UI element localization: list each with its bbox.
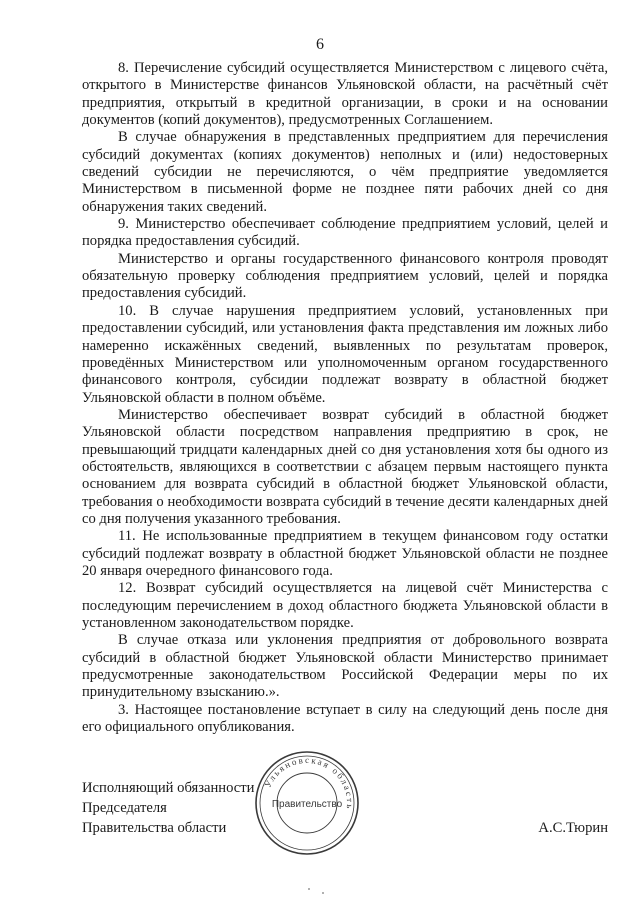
paragraph: В случае отказа или уклонения предприятия от добровольного возврата субсидий в областной бюджет Ульяновской области Министерство принимает предусмотренные законодательством Российской Федерации меры по их принудительному взысканию.». [82, 632, 608, 701]
paragraph: 11. Не использованные предприятием в текущем финансовом году остатки субсидий подлежат возврату в областной бюджет Ульяновской области не позднее 20 января очередного финансового года. [82, 528, 608, 579]
stamp-ring-text: Ульяновская область [262, 754, 356, 812]
stamp-seal-icon [252, 748, 362, 858]
signer-position-line1: Исполняющий обязанности [82, 780, 255, 796]
paragraph: 3. Настоящее постановление вступает в силу на следующий день после дня его официального опубликования. [82, 701, 608, 736]
scan-artifact [308, 888, 310, 890]
signer-position-line3: Правительства области [82, 820, 227, 836]
paragraph: 8. Перечисление субсидий осуществляется Министерством с лицевого счёта, открытого в Министерстве финансов Ульяновской области, на расчётный счёт предприятия, открытый в кредитной организации, в сроки и на основании документов (копий документов), предусмотренных Соглашением. [82, 60, 608, 129]
paragraph: 12. Возврат субсидий осуществляется на лицевой счёт Министерства с последующим перечислением в доход областного бюджета Ульяновской области в установленном законодательством порядке. [82, 580, 608, 631]
paragraph: 10. В случае нарушения предприятием условий, установленных при предоставлении субсидий, или установления факта представления им ложных либо намеренно искажённых сведений, выявленных по результатам проверок, проведённых Министерством или уполномоченным органом государственного финансового контроля, субсидии подлежат возврату в областной бюджет Ульяновской области в полном объёме. [82, 302, 608, 406]
document-body [82, 60, 608, 736]
page-number: 6 [316, 36, 324, 53]
signer-position-line2: Председателя [82, 800, 167, 816]
stamp-center-text: Правительство [271, 799, 343, 810]
official-stamp [252, 748, 362, 858]
paragraph: Министерство и органы государственного финансового контроля проводят обязательную проверку соблюдения предприятием условий, целей и порядка предоставления субсидий. [82, 250, 608, 302]
scan-artifact [322, 892, 324, 894]
signer-name: А.С.Тюрин [538, 820, 608, 836]
paragraph: Министерство обеспечивает возврат субсидий в областной бюджет Ульяновской области посредством направления предприятию в срок, не превышающий тридцати календарных дней со дня установления хотя бы одного из обстоятельств, являющихся в соответствии с абзацем первым настоящего пункта основанием для возврата субсидий в областной бюджет Ульяновской области, требования о необходимости возврата субсидий в течение десяти календарных дней со дня получения указанного требования. [82, 406, 608, 527]
paragraph: В случае обнаружения в представленных предприятием для перечисления субсидий документах (копиях документов) неполных и (или) недостоверных сведений субсидии не перечисляются, о чём предприятие уведомляется Министерством в письменной форме не позднее пяти рабочих дней со дня обнаружения таких сведений. [82, 129, 608, 215]
paragraph: 9. Министерство обеспечивает соблюдение предприятием условий, целей и порядка предоставления субсидий. [82, 216, 608, 250]
